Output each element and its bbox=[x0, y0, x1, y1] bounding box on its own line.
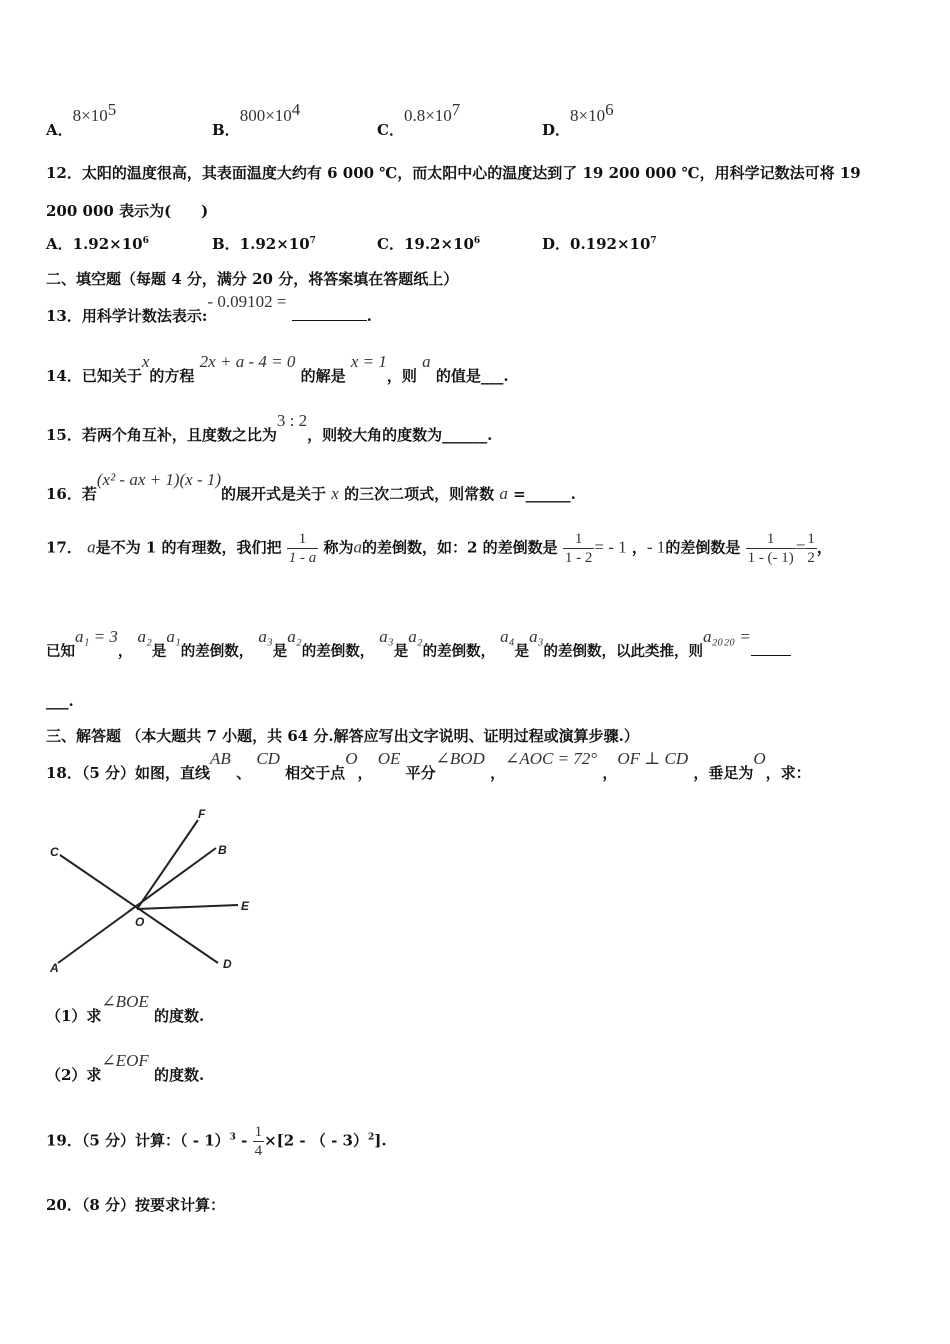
q17-answer-blank[interactable] bbox=[751, 641, 791, 656]
section-3-heading: 三、解答题 （本大题共 7 小题，共 64 分.解答应写出文字说明、证明过程或演算步骤.） bbox=[46, 727, 639, 745]
q12-option-a: A．$1.92\times 10^6$ bbox=[46, 235, 149, 253]
q11-option-c: C．$0.8\times 10^7$ bbox=[377, 100, 461, 139]
label-o: O bbox=[135, 915, 145, 929]
label-a: A bbox=[50, 961, 59, 975]
q19-fraction: $\frac{1}{4}$ bbox=[254, 1124, 263, 1159]
q17-fraction-def: $\frac{1}{1 - a}$ bbox=[288, 531, 317, 566]
q13: 13．用科学计数法表示:- 0.09102 = . bbox=[46, 292, 372, 325]
q20: 20．（8 分）按要求计算： bbox=[46, 1196, 226, 1214]
label-c: C bbox=[50, 845, 59, 859]
q17-line1: 17． a是不为 1 的有理数，我们把 $\frac{1}{1 - a}$ 称为a的差倒数，如：2 的差倒数是 $\frac{1}{1 - 2}$ = - 1 ，- 1的差倒数是 $\frac{1}{1 - (- 1)}$ = $\frac{1}{2}$ ， bbox=[46, 531, 832, 566]
ray-of bbox=[137, 820, 198, 909]
q11-option-d: D．$8\times 10^6$ bbox=[542, 100, 614, 139]
label-d: D bbox=[223, 957, 232, 971]
q12-option-d: D．$0.192\times 10^7$ bbox=[542, 235, 657, 253]
q11-option-a: A．$8\times 10^5$ bbox=[46, 100, 117, 139]
q13-answer-blank[interactable] bbox=[292, 306, 367, 321]
q17-fraction-example: $\frac{1}{1 - 2}$ bbox=[564, 531, 593, 566]
q12-line2: 200 000 表示为( ) bbox=[46, 202, 209, 220]
q18: 18．（5 分）如图，直线AB 、 CD 相交于点O， OE 平分∠BOD ，∠AOC = 72° ，OF ⊥ CD ，垂足为O，求： bbox=[46, 749, 811, 782]
q17-fraction-half: $\frac{1}{2}$ bbox=[807, 531, 815, 566]
q18-part1: （1）求∠BOE 的度数. bbox=[46, 992, 205, 1025]
q15: 15．若两个角互补，且度数之比为3 : 2，则较大角的度数为______. bbox=[46, 411, 493, 444]
q12-option-b: B．$1.92\times 10^7$ bbox=[212, 235, 316, 253]
q12-option-c: C．$19.2\times 10^6$ bbox=[377, 235, 481, 253]
q18-part2: （2）求∠EOF 的度数. bbox=[46, 1051, 205, 1084]
q14: 14．已知关于x的方程 2x + a - 4 = 0 的解是 x = 1，则 a 的值是___. bbox=[46, 352, 509, 385]
label-e: E bbox=[241, 899, 250, 913]
q12-line1: 12．太阳的温度很高，其表面温度大约有 6 000 ℃，而太阳中心的温度达到了 19 200 000 ℃，用科学记数法可将 19 bbox=[46, 164, 861, 182]
q17-fraction-neg: $\frac{1}{1 - (- 1)}$ bbox=[747, 531, 794, 566]
q17-line2: 已知a₁ = 3， a₂是a₁的差倒数， a₃是a₂的差倒数， a₃是a₂的差倒数， a₄是a₃的差倒数，以此类推，则a₂₀₂₀ = bbox=[46, 640, 791, 661]
label-f: F bbox=[198, 807, 206, 821]
q17-end: ___. bbox=[46, 692, 74, 710]
q11-option-b: B．$800\times 10^4$ bbox=[212, 100, 301, 139]
q16: 16．若(x² - ax + 1)(x - 1)的展开式是关于 x 的三次二项式，则常数 a =______. bbox=[46, 470, 576, 503]
q19: 19．（5 分）计算：（ - 1）$^3$ - $\frac{1}{4}$ ×[2 - （ - 3）$^2$]. bbox=[46, 1124, 387, 1159]
label-b: B bbox=[218, 843, 227, 857]
geometry-figure bbox=[40, 800, 270, 985]
section-2-heading: 二、填空题（每题 4 分，满分 20 分，将答案填在答题纸上） bbox=[46, 270, 459, 288]
ray-oe bbox=[137, 905, 238, 909]
